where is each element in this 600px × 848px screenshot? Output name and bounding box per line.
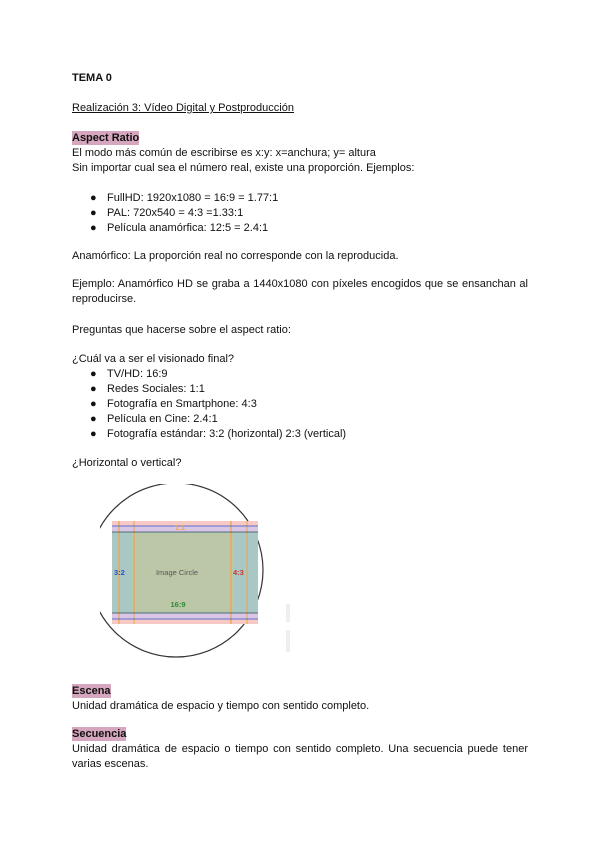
ejemplo-text: Ejemplo: Anamórfico HD se graba a 1440x1080 con píxeles encogidos que se ensanchan al reproducirse. xyxy=(72,278,528,305)
bullet-icon: ● xyxy=(90,192,97,204)
label-1-1: 1:1 xyxy=(174,525,186,532)
aspect-ratio-line2: Sin importar cual sea el número real, existe una proporción. Ejemplos: xyxy=(72,162,415,174)
visionado-item: Fotografía estándar: 3:2 (horizontal) 2:3 (vertical) xyxy=(107,428,347,440)
scan-artifact xyxy=(286,604,290,622)
escena-heading: Escena xyxy=(72,685,111,697)
bullet-icon: ● xyxy=(90,428,97,440)
escena-text: Unidad dramática de espacio y tiempo con sentido completo. xyxy=(72,700,370,712)
orientation-question: ¿Horizontal o vertical? xyxy=(72,457,182,469)
visionado-item: TV/HD: 16:9 xyxy=(107,368,168,380)
aspect-ratio-diagram xyxy=(100,484,300,664)
label-image-circle: Image Circle xyxy=(155,568,199,577)
aspect-ratio-line1: El modo más común de escribirse es x:y: x=anchura; y= altura xyxy=(72,147,376,159)
bullet-icon: ● xyxy=(90,383,97,395)
bullet-icon: ● xyxy=(90,207,97,219)
label-16-9: 16:9 xyxy=(170,600,186,609)
bullet-icon: ● xyxy=(90,222,97,234)
bullet-icon: ● xyxy=(90,413,97,425)
example-item: Película anamórfica: 12:5 = 2.4:1 xyxy=(107,222,269,234)
anamorfico-text: Anamórfico: La proporción real no corresponde con la reproducida. xyxy=(72,250,399,262)
aspect-ratio-heading: Aspect Ratio xyxy=(72,132,140,144)
visionado-question: ¿Cuál va a ser el visionado final? xyxy=(72,353,235,365)
label-4-3: 4:3 xyxy=(233,568,244,577)
bullet-icon: ● xyxy=(90,398,97,410)
example-item: FullHD: 1920x1080 = 16:9 = 1.77:1 xyxy=(107,192,279,204)
visionado-item: Fotografía en Smartphone: 4:3 xyxy=(107,398,257,410)
preguntas-text: Preguntas que hacerse sobre el aspect ratio: xyxy=(72,324,291,336)
secuencia-text: Unidad dramática de espacio o tiempo con sentido completo. Una secuencia puede tener varias escenas. xyxy=(72,743,528,770)
example-item: PAL: 720x540 = 4:3 =1.33:1 xyxy=(107,207,244,219)
visionado-item: Película en Cine: 2.4:1 xyxy=(107,413,218,425)
bullet-icon: ● xyxy=(90,368,97,380)
secuencia-heading: Secuencia xyxy=(72,728,127,740)
tema-title: TEMA 0 xyxy=(72,72,112,84)
scan-artifact xyxy=(286,630,290,652)
visionado-item: Redes Sociales: 1:1 xyxy=(107,383,205,395)
document-subtitle: Realización 3: Vídeo Digital y Postproducción xyxy=(72,102,294,114)
label-3-2: 3:2 xyxy=(114,568,125,577)
